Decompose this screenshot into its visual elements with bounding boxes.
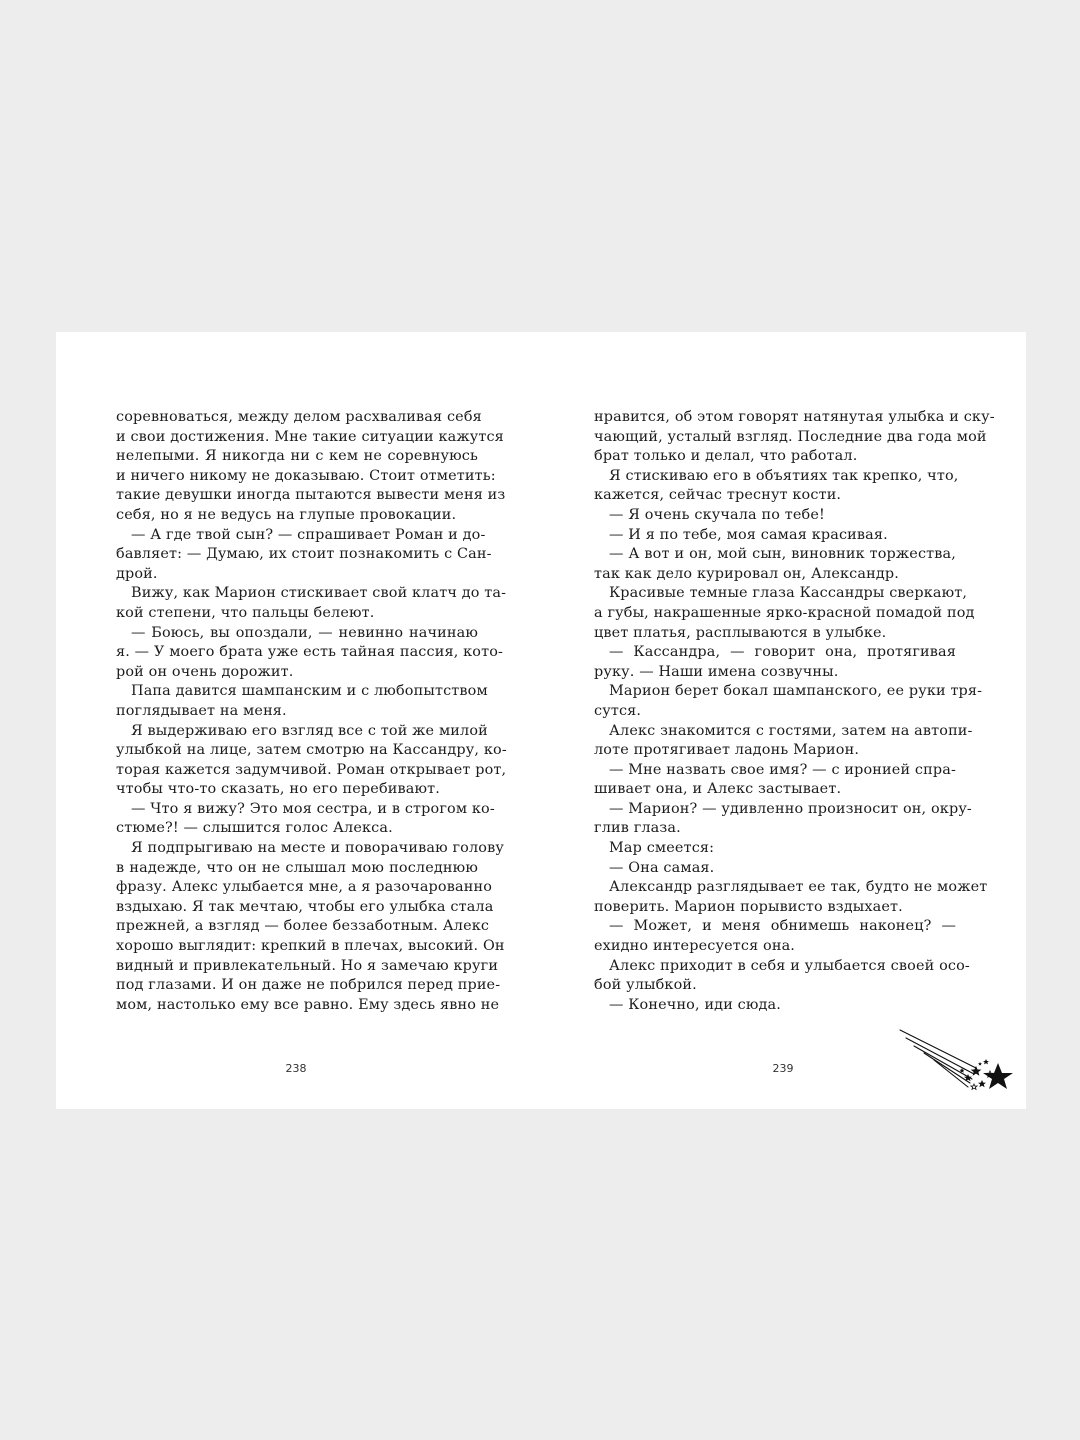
text-line: торая кажется задумчивой. Роман открывает рот, xyxy=(116,761,507,778)
text-line: фразу. Алекс улыбается мне, а я разочарованно xyxy=(116,879,493,896)
text-line: — И я по тебе, моя самая красивая. xyxy=(609,526,888,543)
text-line: — Она самая. xyxy=(609,859,715,876)
text-line: — Что я вижу? Это моя сестра, и в строгом ко- xyxy=(131,800,495,817)
text-line: — Кассандра, — говорит она, протягивая xyxy=(609,644,956,661)
text-line: под глазами. И он даже не побрился перед прие- xyxy=(116,977,501,994)
text-line: — Может, и меня обнимешь наконец? — xyxy=(609,918,956,935)
right-page-number: 239 xyxy=(772,1062,794,1075)
text-line: поглядывает на меня. xyxy=(116,702,287,719)
text-line: ехидно интересуется она. xyxy=(594,938,796,955)
text-line: руку. — Наши имена созвучны. xyxy=(594,663,839,680)
text-line: улыбкой на лице, затем смотрю на Кассандру, ко- xyxy=(116,742,507,759)
text-line: лоте протягивает ладонь Марион. xyxy=(594,742,860,759)
text-line: шивает она, и Алекс застывает. xyxy=(594,781,842,798)
text-line: нравится, об этом говорят натянутая улыбка и ску- xyxy=(594,409,995,425)
text-line: Красивые темные глаза Кассандры сверкают, xyxy=(609,585,968,602)
text-line: бой улыбкой. xyxy=(594,977,697,994)
shooting-stars-icon xyxy=(898,1026,1018,1094)
text-line: нелепыми. Я никогда ни с кем не соревнуюсь xyxy=(116,448,478,465)
text-line: дрой. xyxy=(116,565,158,582)
text-line: — Конечно, иди сюда. xyxy=(609,996,782,1013)
text-line: кажется, сейчас треснут кости. xyxy=(594,487,842,504)
text-line: и ничего никому не доказываю. Стоит отметить: xyxy=(116,467,496,484)
text-line: поверить. Марион порывисто вздыхает. xyxy=(594,898,903,915)
text-line: — А где твой сын? — спрашивает Роман и до- xyxy=(131,526,486,543)
text-line: глив глаза. xyxy=(594,820,681,837)
book-spread xyxy=(56,332,1026,1109)
text-line: — Боюсь, вы опоздали, — невинно начинаю xyxy=(131,624,478,641)
right-page-text xyxy=(594,408,995,1015)
text-line: и свои достижения. Мне такие ситуации кажутся xyxy=(116,428,504,445)
text-line: чтобы что-то сказать, но его перебивают. xyxy=(116,781,440,798)
text-line: такие девушки иногда пытаются вывести меня из xyxy=(116,487,506,504)
left-page-text xyxy=(116,408,507,1015)
text-line: а губы, накрашенные ярко-красной помадой под xyxy=(594,604,975,621)
text-line: хорошо выглядит: крепкий в плечах, высокий. Он xyxy=(116,938,505,955)
text-line: — Марион? — удивленно произносит он, окру- xyxy=(609,800,972,817)
text-line: Я выдерживаю его взгляд все с той же милой xyxy=(131,722,488,739)
text-line: прежней, а взгляд — более беззаботным. Алекс xyxy=(116,918,490,935)
text-line: брат только и делал, что работал. xyxy=(594,448,858,465)
text-line: Марион берет бокал шампанского, ее руки тря- xyxy=(609,683,983,700)
text-line: чающий, усталый взгляд. Последние два года мой xyxy=(594,428,987,445)
text-line: Я стискиваю его в объятиях так крепко, что, xyxy=(609,467,959,484)
text-line: видный и привлекательный. Но я замечаю круги xyxy=(116,957,499,974)
text-line: так как дело курировал он, Александр. xyxy=(594,565,899,582)
text-line: Я подпрыгиваю на месте и поворачиваю голову xyxy=(131,840,504,857)
text-line: рой он очень дорожит. xyxy=(116,663,294,680)
text-line: цвет платья, расплываются в улыбке. xyxy=(594,624,887,641)
text-line: мом, настолько ему все равно. Ему здесь явно не xyxy=(116,996,500,1013)
text-line: стюме?! — слышится голос Алекса. xyxy=(116,820,393,837)
text-line: Алекс знакомится с гостями, затем на автопи- xyxy=(609,722,973,739)
text-line: Папа давится шампанским и с любопытством xyxy=(131,683,488,700)
text-line: — Я очень скучала по тебе! xyxy=(609,506,825,523)
text-line: себя, но я не ведусь на глупые провокации. xyxy=(116,506,457,523)
text-line: соревноваться, между делом расхваливая себя xyxy=(116,409,482,425)
text-line: — Мне назвать свое имя? — с иронией спра- xyxy=(609,761,956,778)
text-line: вздыхаю. Я так мечтаю, чтобы его улыбка стала xyxy=(116,898,494,915)
text-line: Мар смеется: xyxy=(609,840,715,857)
text-line: Алекс приходит в себя и улыбается своей осо- xyxy=(609,957,970,974)
text-line: кой степени, что пальцы белеют. xyxy=(116,604,375,621)
text-line: Вижу, как Марион стискивает свой клатч до та- xyxy=(131,585,507,602)
text-line: Александр разглядывает ее так, будто не может xyxy=(609,879,988,896)
text-line: — А вот и он, мой сын, виновник торжества, xyxy=(609,546,956,563)
text-line: в надежде, что он не слышал мою последнюю xyxy=(116,859,478,876)
text-line: я. — У моего брата уже есть тайная пассия, кото- xyxy=(116,644,504,661)
left-page-number: 238 xyxy=(285,1062,307,1075)
text-line: бавляет: — Думаю, их стоит познакомить с Сан- xyxy=(116,546,492,563)
text-line: сутся. xyxy=(594,702,642,719)
